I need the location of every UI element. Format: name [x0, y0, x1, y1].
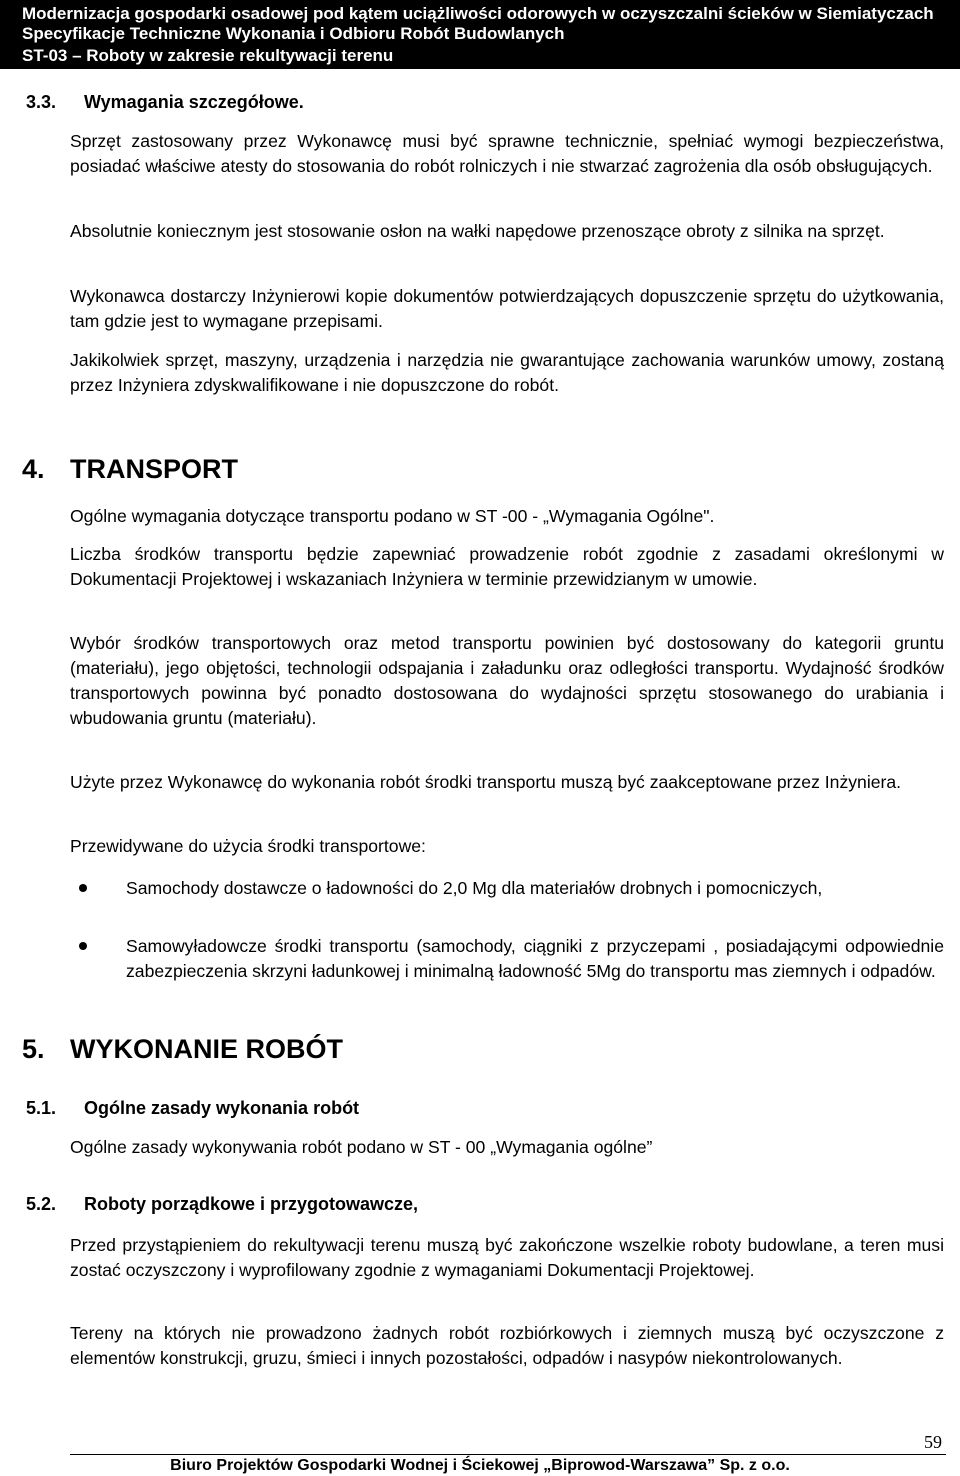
heading-title: Wymagania szczegółowe. [84, 92, 304, 112]
paragraph: Użyte przez Wykonawcę do wykonania robót środki transportu muszą być zaakceptowane przez Inżyniera. [70, 772, 902, 792]
page-number: 59 [924, 1432, 942, 1452]
heading-title: Roboty porządkowe i przygotowawcze, [84, 1194, 419, 1214]
footer-company: Biuro Projektów Gospodarki Wodnej i Ściekowej „Biprowod-Warszawa” Sp. z o.o. [170, 1457, 790, 1474]
paragraph: Jakikolwiek sprzęt, maszyny, urządzenia i narzędzia nie gwarantujące zachowania warunków umowy, zostaną przez Inżyniera zdyskwalifikowane i nie dopuszczone do robót. [70, 350, 944, 395]
paragraph: Wybór środków transportowych oraz metod transportu powinien być dostosowany do kategorii gruntu (materiału), jego objętości, technologii odspajania i załadunku oraz odległości transportu. Wydajność środków transportowych powinna być ponadto dostosowana do wydajności sprzętu stosowanego do urabiania i wbudowania gruntu (materiału). [70, 633, 944, 728]
heading-number: 5.2. [26, 1194, 57, 1214]
paragraph: Przewidywane do użycia środki transportowe: [70, 836, 426, 856]
document-header [0, 0, 960, 69]
paragraph: Wykonawca dostarczy Inżynierowi kopie dokumentów potwierdzających dopuszczenie sprzętu do użytkowania, tam gdzie jest to wymagane przepisami. [70, 286, 944, 331]
paragraph: Sprzęt zastosowany przez Wykonawcę musi być sprawne technicznie, spełniać wymogi bezpieczeństwa, posiadać właściwe atesty do stosowania do robót rolniczych i nie stwarzać zagrożenia dla osób obsługujących. [70, 131, 944, 176]
heading-3-3 [26, 92, 304, 113]
header-section-code: ST-03 – Roboty w zakresie rekultywacji terenu [22, 46, 394, 65]
heading-title: Ogólne zasady wykonania robót [84, 1098, 360, 1118]
paragraph: Ogólne wymagania dotyczące transportu podano w ST -00 - „Wymagania Ogólne". [70, 506, 715, 526]
heading-number: 4. [22, 454, 45, 484]
heading-5-1 [26, 1098, 359, 1119]
footer-divider [70, 1454, 946, 1455]
paragraph: Liczba środków transportu będzie zapewniać prowadzenie robót zgodnie z zasadami określonymi w Dokumentacji Projektowej i wskazaniach Inżyniera w terminie przewidzianym w umowie. [70, 544, 944, 589]
paragraph: Ogólne zasady wykonywania robót podano w ST - 00 „Wymagania ogólne” [70, 1137, 653, 1157]
heading-title: WYKONANIE ROBÓT [70, 1034, 343, 1064]
header-spec-title: Specyfikacje Techniczne Wykonania i Odbioru Robót Budowlanych [22, 24, 565, 43]
paragraph: Przed przystąpieniem do rekultywacji terenu muszą być zakończone wszelkie roboty budowlane, a teren musi zostać oczyszczony i wyprofilowany zgodnie z wymaganiami Dokumentacji Projektowej. [70, 1235, 944, 1280]
paragraph: Tereny na których nie prowadzono żadnych robót rozbiórkowych i ziemnych muszą być oczyszczone z elementów konstrukcji, gruzu, śmieci i innych pozostałości, odpadów i nasypów niekontrolowanych. [70, 1323, 944, 1368]
heading-5 [22, 1034, 343, 1065]
heading-title: TRANSPORT [70, 454, 238, 484]
bullet-icon [79, 942, 87, 950]
heading-number: 3.3. [26, 92, 57, 112]
bullet-icon [79, 884, 87, 892]
heading-number: 5.1. [26, 1098, 57, 1118]
list-item: Samochody dostawcze o ładowności do 2,0 Mg dla materiałów drobnych i pomocniczych, [126, 878, 823, 898]
heading-number: 5. [22, 1034, 45, 1064]
paragraph: Absolutnie koniecznym jest stosowanie osłon na wałki napędowe przenoszące obroty z silnika na sprzęt. [70, 221, 885, 241]
header-project-title: Modernizacja gospodarki osadowej pod kątem uciążliwości odorowych w oczyszczalni ścieków w Siemiatyczach [22, 4, 934, 23]
heading-4 [22, 454, 238, 485]
list-item: Samowyładowcze środki transportu (samochody, ciągniki z przyczepami , posiadającymi odpowiednie zabezpieczenia skrzyni ładunkowej i minimalną ładowność 5Mg do transportu mas ziemnych i odpadów. [126, 936, 944, 981]
heading-5-2 [26, 1194, 418, 1215]
